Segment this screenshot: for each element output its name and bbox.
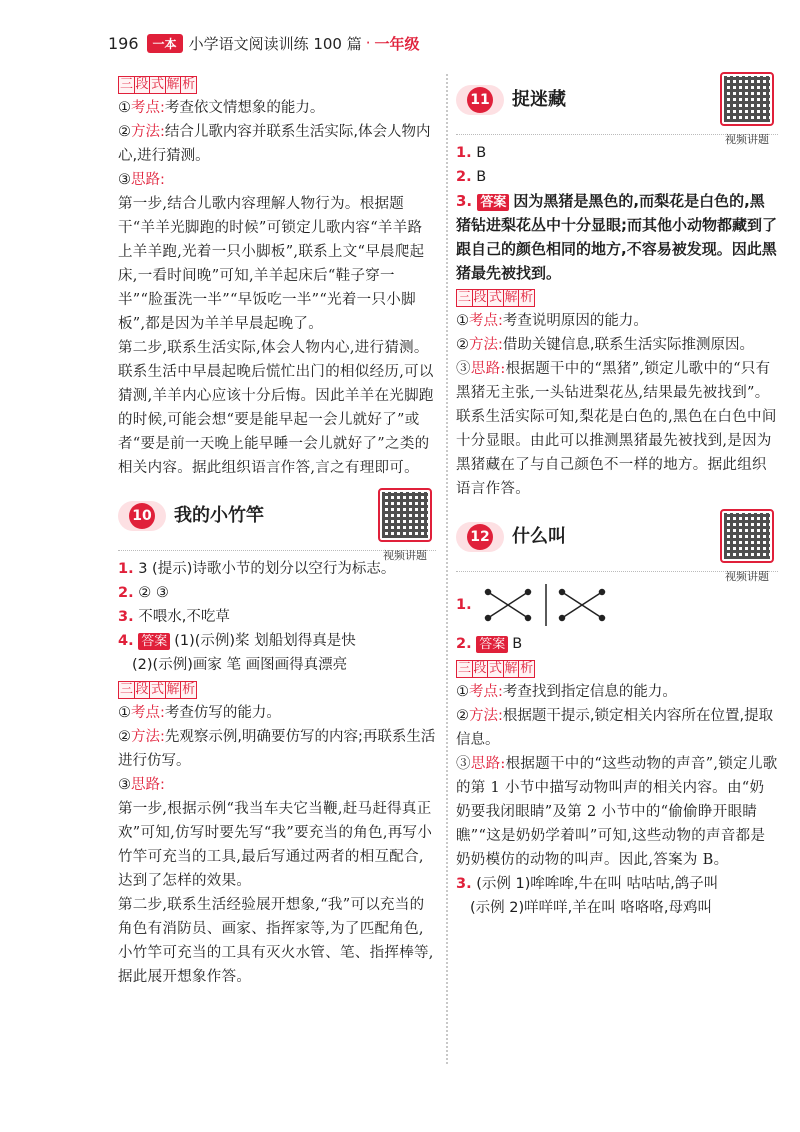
badge-char: 式 — [489, 661, 503, 676]
kaodian-label: 考点: — [131, 100, 165, 116]
step1-text: 第一步,结合儿歌内容理解人物行为。根据题干“羊羊光脚跑的时候”可锁定儿歌内容“羊羊路上羊羊跑,光着一只小脚板”,联系上文“早晨爬起床,一看时间晚”可知,羊羊起床后“鞋子穿一半”“脸蛋洗一半”“早饭吃一半”“光着一只小脚板”,都是因为羊羊早晨起晚了。 — [118, 196, 425, 332]
answer-text: B — [476, 145, 487, 161]
answer-number: 3. — [118, 609, 134, 625]
section-title: 什么叫 — [512, 526, 566, 547]
kaodian-text: 考查找到指定信息的能力。 — [502, 684, 677, 700]
video-qr[interactable] — [716, 72, 778, 152]
silu-label: 思路: — [131, 777, 165, 793]
answer-2 — [118, 581, 436, 605]
answer-text: (示例 1)哞哞哞,牛在叫 咕咕咕,鸽子叫 — [476, 876, 719, 892]
circle-2: ② — [456, 337, 469, 353]
answer-text: 不喂水,不吃草 — [138, 609, 230, 625]
silu-line — [456, 752, 778, 872]
answer-number: 4. — [118, 633, 134, 649]
qr-caption: 视频讲题 — [725, 570, 769, 583]
badge-char: 解 — [166, 77, 180, 92]
badge-char: 三 — [458, 290, 472, 305]
qr-caption: 视频讲题 — [383, 549, 427, 562]
left-column — [118, 72, 436, 989]
answer-number: 2. — [456, 636, 472, 652]
fangfa-text: 借助关键信息,联系生活实际推测原因。 — [502, 337, 754, 353]
answer-text: 因为黑猪是黑色的,而梨花是白色的,黑猪钻进梨花丛中十分显眼;而其他小动物都藏到了跟自己的颜色相同的地方,不容易被发现。因此黑猪最先被找到。 — [456, 192, 778, 282]
answer-3b: (示例 2)咩咩咩,羊在叫 咯咯咯,母鸡叫 — [470, 900, 712, 916]
circle-2: ② — [118, 729, 131, 745]
kaodian-text: 考查说明原因的能力。 — [502, 313, 648, 329]
answer-4 — [118, 629, 436, 653]
section-number: 11 — [467, 87, 493, 113]
answer-2 — [456, 632, 778, 656]
badge-char: 式 — [151, 682, 165, 697]
kaodian-text: 考查依文情想象的能力。 — [164, 100, 325, 116]
silu-line — [118, 773, 436, 797]
kaodian-line — [118, 701, 436, 725]
answer-3 — [456, 872, 778, 896]
fangfa-line — [456, 333, 778, 357]
badge-char: 段 — [473, 661, 487, 676]
answer-text: ② ③ — [138, 585, 169, 601]
section-title: 我的小竹竿 — [174, 505, 264, 526]
section-12-heading — [456, 509, 778, 583]
circle-1: ① — [456, 684, 469, 700]
analysis-badge — [456, 660, 534, 678]
answer-4b: (2)(示例)画家 笔 画图画得真漂亮 — [132, 657, 348, 673]
answer-text: 3 (提示)诗歌小节的划分以空行为标志。 — [138, 561, 396, 577]
badge-char: 解 — [166, 682, 180, 697]
answer-text: B — [512, 636, 523, 652]
section-number-badge — [456, 522, 504, 552]
silu-text: 根据题干中的“黑猪”,锁定儿歌中的“只有黑猪无主张,一头钻进梨花丛,结果最先被找到”。联系生活实际可知,梨花是白色的,黑色在白色中间十分显眼。由此可以推测黑猪最先被找到,是因为黑猪藏在了与自己颜色不一样的地方。据此组织语言作答。 — [456, 361, 777, 497]
silu-label: 思路: — [131, 172, 165, 188]
badge-char: 段 — [473, 290, 487, 305]
fangfa-line — [118, 120, 436, 168]
fangfa-label: 方法: — [131, 729, 165, 745]
video-qr[interactable] — [716, 509, 778, 589]
qr-caption: 视频讲题 — [725, 133, 769, 146]
step2-text: 第二步,联系生活经验展开想象,“我”可以充当的角色有消防员、画家、指挥家等,为了匹配角色,小竹竿可充当的工具有灭火水管、笔、指挥棒等,据此展开想象作答。 — [118, 897, 434, 985]
qr-code-icon[interactable] — [720, 509, 774, 563]
answer-text: (1)(示例)桨 划船划得真是快 — [174, 633, 356, 649]
badge-char: 式 — [151, 77, 165, 92]
right-column — [456, 72, 778, 920]
circle-3: ③ — [456, 756, 471, 772]
answer-tag: 答案 — [477, 194, 509, 211]
column-divider — [446, 74, 448, 1064]
circle-2: ② — [456, 708, 469, 724]
analysis-badge — [118, 76, 196, 94]
section-10-heading — [118, 488, 436, 562]
silu-label: 思路: — [470, 756, 506, 772]
fangfa-line — [118, 725, 436, 773]
section-number-badge — [456, 85, 504, 115]
answer-tag: 答案 — [138, 633, 170, 650]
silu-text: 根据题干中的“这些动物的声音”,锁定儿歌的第 1 小节中描写动物叫声的相关内容。由“奶奶要我闭眼睛”及第 2 小节中的“偷偷睁开眼睛瞧”“这是奶奶学着叫”可知,这些动物的声音都是奶奶模仿的动物的叫声。因此,答案为 B。 — [456, 756, 778, 868]
book-title: 小学语文阅读训练 100 篇 — [188, 34, 362, 53]
answer-number: 3. — [456, 876, 472, 892]
badge-char: 段 — [135, 77, 149, 92]
analysis-badge — [118, 681, 196, 699]
answer-2 — [456, 165, 778, 189]
answer-number: 1. — [118, 561, 134, 577]
badge-char: 析 — [520, 661, 534, 676]
silu-line — [456, 357, 778, 501]
qr-code-icon[interactable] — [378, 488, 432, 542]
section-number: 10 — [129, 503, 155, 529]
fangfa-label: 方法: — [469, 337, 503, 353]
fangfa-text: 结合儿歌内容并联系生活实际,体会人物内心,进行猜测。 — [118, 124, 431, 164]
badge-char: 式 — [489, 290, 503, 305]
kaodian-text: 考查仿写的能力。 — [164, 705, 281, 721]
badge-char: 解 — [504, 290, 518, 305]
silu-line — [118, 168, 436, 192]
circle-3: ③ — [118, 777, 131, 793]
answer-number: 3. — [456, 192, 473, 210]
fangfa-text: 根据题干提示,锁定相关内容所在位置,提取信息。 — [456, 708, 774, 748]
circle-1: ① — [118, 100, 131, 116]
kaodian-label: 考点: — [469, 313, 503, 329]
answer-number: 2. — [456, 169, 472, 185]
badge-char: 三 — [120, 682, 134, 697]
fangfa-label: 方法: — [131, 124, 165, 140]
badge-char: 三 — [458, 661, 472, 676]
page-number: 196 — [108, 33, 139, 53]
badge-char: 解 — [504, 661, 518, 676]
answer-3 — [118, 605, 436, 629]
kaodian-line — [456, 309, 778, 333]
silu-label: 思路: — [470, 361, 506, 377]
answer-tag: 答案 — [476, 636, 508, 653]
kaodian-label: 考点: — [131, 705, 165, 721]
circle-3: ③ — [456, 361, 471, 377]
section-11-heading — [456, 72, 778, 146]
badge-char: 段 — [135, 682, 149, 697]
answer-3 — [456, 189, 778, 285]
badge-char: 析 — [182, 682, 196, 697]
step2-text: 第二步,联系生活实际,体会人物内心,进行猜测。联系生活中早晨起晚后慌忙出门的相似经历,可以猜测,羊羊内心应该十分后悔。因此羊羊在光脚跑的时候,可能会想“要是能早起一会儿就好了”或者“要是前一天晚上能早睡一会儿就好了”之类的相关内容。据此组织语言作答,言之有理即可。 — [118, 340, 434, 476]
kaodian-line — [456, 680, 778, 704]
analysis-badge — [456, 289, 534, 307]
page-header — [108, 30, 420, 56]
circle-1: ① — [456, 313, 469, 329]
badge-char: 析 — [182, 77, 196, 92]
circle-2: ② — [118, 124, 131, 140]
fangfa-text: 先观察示例,明确要仿写的内容;再联系生活进行仿写。 — [118, 729, 436, 769]
section-number: 12 — [467, 524, 493, 550]
fangfa-line — [456, 704, 778, 752]
header-dot: · — [365, 34, 371, 52]
kaodian-line — [118, 96, 436, 120]
qr-code-icon[interactable] — [720, 72, 774, 126]
answer-text: B — [476, 169, 487, 185]
section-number-badge — [118, 501, 166, 531]
video-qr[interactable] — [374, 488, 436, 568]
answer-number: 2. — [118, 585, 134, 601]
section-title: 捉迷藏 — [512, 89, 566, 110]
answer-number: 1. — [456, 145, 472, 161]
circle-1: ① — [118, 705, 131, 721]
badge-char: 析 — [520, 290, 534, 305]
matching-diagram — [478, 580, 608, 630]
brand-logo: 一本 — [147, 34, 183, 53]
circle-3: ③ — [118, 172, 131, 188]
badge-char: 三 — [120, 77, 134, 92]
kaodian-label: 考点: — [469, 684, 503, 700]
answer-number: 1. — [456, 597, 472, 613]
step1-text: 第一步,根据示例“我当车夫它当鞭,赶马赶得真正欢”可知,仿写时要先写“我”要充当的角色,再写小竹竿可充当的工具,最后写通过两者的相互配合,达到了怎样的效果。 — [118, 801, 433, 889]
grade-label: 一年级 — [374, 34, 420, 53]
fangfa-label: 方法: — [469, 708, 503, 724]
